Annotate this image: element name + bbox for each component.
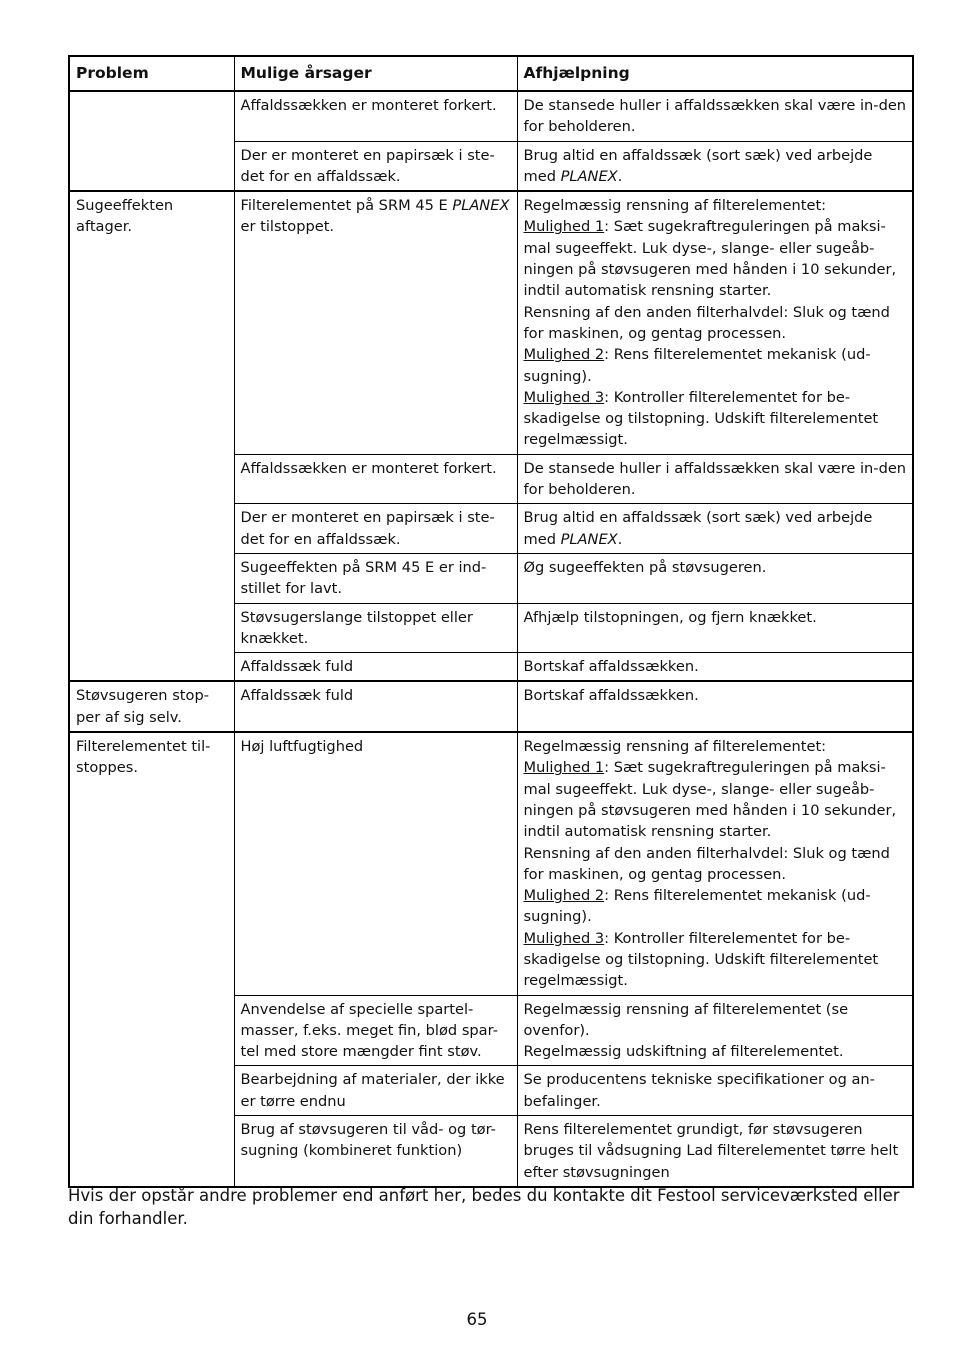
remedy-text: Regelmæssig rensning af filterelementet (se ovenfor).: [523, 1000, 849, 1039]
problem-cell: Filterelementet til-stoppes.: [69, 732, 234, 1187]
remedy-cell: Øg sugeeffekten på støvsugeren.: [517, 553, 913, 603]
cause-cell: Støvsugerslange tilstoppet eller knækket.: [234, 603, 517, 653]
remedy-cell: Se producentens tekniske specifikationer og an-befalinger.: [517, 1066, 913, 1116]
header-causes: Mulige årsager: [234, 56, 517, 91]
option-label: Mulighed 1: [523, 759, 605, 777]
cause-cell: Affaldssæk fuld: [234, 653, 517, 682]
option-label: Mulighed 3: [523, 929, 605, 947]
remedy-option-3: [524, 928, 908, 992]
remedy-option-1: [524, 757, 908, 842]
remedy-intro: Regelmæssig rensning af filterelementet:: [523, 738, 827, 756]
cause-cell: Bearbejdning af materialer, der ikke er tørre endnu: [234, 1066, 517, 1116]
remedy-second-half: Rensning af den anden filterhalvdel: Sluk og tænd for maskinen, og gentag processen.: [523, 303, 890, 342]
product-name: PLANEX: [560, 167, 618, 185]
problem-cell: [69, 91, 234, 191]
remedy-text: .: [617, 530, 623, 548]
cause-cell: Høj luftfugtighed: [234, 732, 517, 995]
remedy-cell: De stansede huller i affaldssækken skal være in-den for beholderen.: [517, 454, 913, 504]
table-row: [69, 732, 913, 995]
remedy-option-3: [524, 387, 908, 451]
troubleshooting-table: [68, 55, 914, 1188]
option-label: Mulighed 2: [523, 887, 605, 905]
remedy-text: Regelmæssig udskiftning af filterelementet.: [523, 1043, 844, 1061]
cause-cell: Affaldssæk fuld: [234, 681, 517, 732]
problem-cell: Sugeeffekten aftager.: [69, 191, 234, 681]
table-row: [69, 191, 913, 454]
remedy-second-half: Rensning af den anden filterhalvdel: Sluk og tænd for maskinen, og gentag processen.: [523, 844, 890, 883]
cause-cell: Affaldssækken er monteret forkert.: [234, 91, 517, 141]
remedy-cell: Bortskaf affaldssækken.: [517, 681, 913, 732]
table-header-row: [69, 56, 913, 91]
page-number: 65: [466, 1310, 488, 1329]
remedy-intro: Regelmæssig rensning af filterelementet:: [523, 197, 827, 215]
remedy-cell: De stansede huller i affaldssækken skal være in-den for beholderen.: [517, 91, 913, 141]
cause-cell: [234, 191, 517, 454]
cause-text: er tilstoppet.: [240, 218, 335, 236]
option-label: Mulighed 3: [523, 388, 605, 406]
option-text: : Sæt sugekraftreguleringen på maksi-mal sugeeffekt. Luk dyse-, slange- eller sugeåb-ningen på støvsugeren med hånden i 10 sekunder, indtil automatisk rensning starter.: [523, 218, 897, 300]
cause-cell: Brug af støvsugeren til våd- og tør-sugning (kombineret funktion): [234, 1116, 517, 1187]
remedy-text: .: [617, 167, 623, 185]
remedy-option-1: [524, 216, 908, 301]
cause-cell: Anvendelse af specielle spartel-masser, f.eks. meget fin, blød spar-tel med store mængder fint støv.: [234, 995, 517, 1066]
product-name: PLANEX: [452, 197, 510, 215]
remedy-option-2: [524, 885, 908, 928]
problem-cell: Støvsugeren stop-per af sig selv.: [69, 681, 234, 732]
remedy-text: Brug altid en affaldssæk (sort sæk) ved arbejde med: [523, 146, 873, 185]
remedy-cell: [517, 732, 913, 995]
option-text: : Kontroller filterelementet for be-skadigelse og tilstopning. Udskift filterelementet regelmæssigt.: [523, 929, 879, 990]
cause-cell: Sugeeffekten på SRM 45 E er ind-stillet for lavt.: [234, 553, 517, 603]
option-label: Mulighed 2: [523, 346, 605, 364]
contact-note: Hvis der opstår andre problemer end anført her, bedes du kontakte dit Festool serviceværksted eller din forhandler.: [68, 1185, 900, 1228]
header-remedy: Afhjælpning: [517, 56, 913, 91]
option-text: : Kontroller filterelementet for be-skadigelse og tilstopning. Udskift filterelementet regelmæssigt.: [523, 388, 879, 449]
remedy-cell: [517, 141, 913, 191]
remedy-text: Brug altid en affaldssæk (sort sæk) ved arbejde med: [523, 509, 873, 548]
option-text: : Sæt sugekraftreguleringen på maksi-mal sugeeffekt. Luk dyse-, slange- eller sugeåb-ningen på støvsugeren med hånden i 10 sekunder, indtil automatisk rensning starter.: [523, 759, 897, 841]
remedy-cell: Rens filterelementet grundigt, før støvsugeren bruges til vådsugning Lad filterelementet tørre helt efter støvsugningen: [517, 1116, 913, 1187]
cause-cell: Der er monteret en papirsæk i ste-det for en affaldssæk.: [234, 141, 517, 191]
product-name: PLANEX: [560, 530, 618, 548]
remedy-cell: [517, 504, 913, 554]
remedy-cell: [517, 995, 913, 1066]
remedy-option-2: [524, 344, 908, 387]
table-row: [69, 681, 913, 732]
header-problem: Problem: [69, 56, 234, 91]
cause-cell: Affaldssækken er monteret forkert.: [234, 454, 517, 504]
option-text: : Rens filterelementet mekanisk (ud-sugning).: [523, 887, 871, 926]
remedy-cell: Afhjælp tilstopningen, og fjern knækket.: [517, 603, 913, 653]
option-label: Mulighed 1: [523, 218, 605, 236]
cause-cell: Der er monteret en papirsæk i ste-det for en affaldssæk.: [234, 504, 517, 554]
cause-text: Filterelementet på SRM 45 E: [240, 197, 453, 215]
remedy-cell: Bortskaf affaldssækken.: [517, 653, 913, 682]
remedy-cell: [517, 191, 913, 454]
option-text: : Rens filterelementet mekanisk (ud-sugning).: [523, 346, 871, 385]
table-row: [69, 91, 913, 141]
